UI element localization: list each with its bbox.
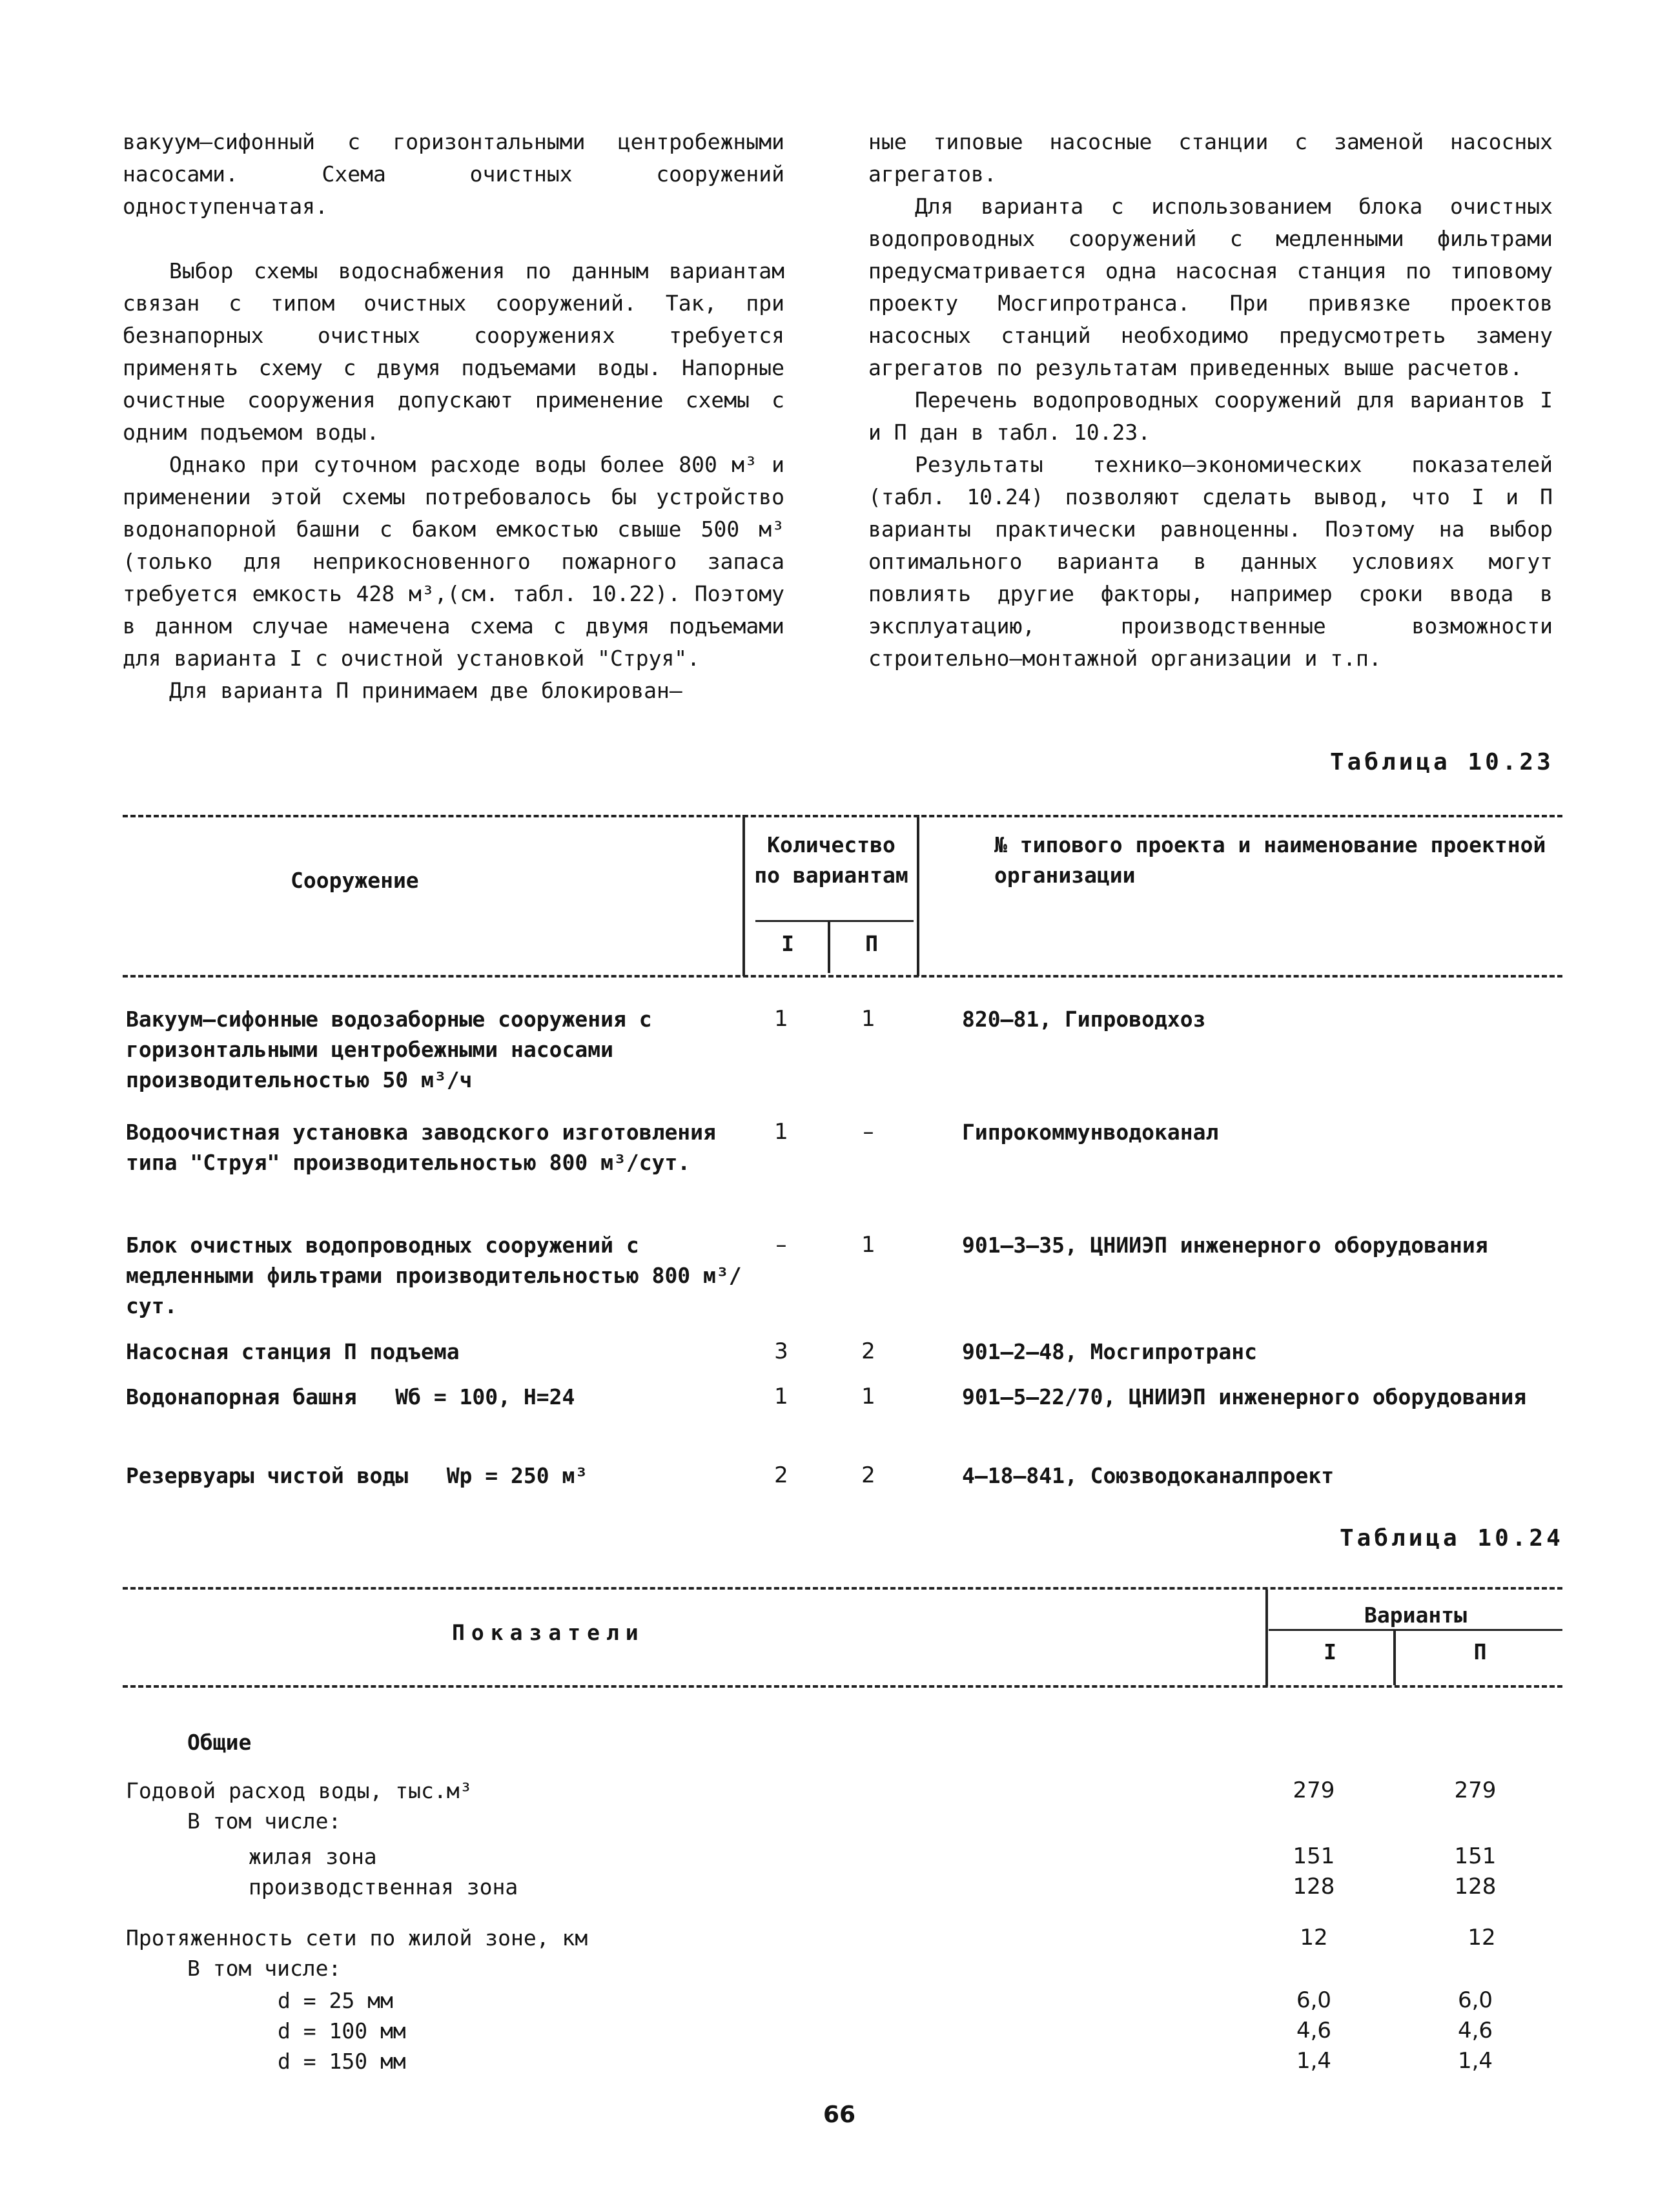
table-10-23-row-3-project: 901–3–35, ЦНИИЭП инженерного оборудования <box>962 1233 1488 1258</box>
table-10-24-header-var2: П <box>1473 1639 1487 1664</box>
left-text-column <box>123 126 784 707</box>
table-10-24-row-5-label: Протяженность сети по жилой зоне, км <box>126 1925 588 1951</box>
table-10-24-row-1-v1: 279 <box>1293 1777 1335 1803</box>
table-10-24-header-variants: Варианты <box>1364 1603 1467 1628</box>
table-10-23-header-quantity: Количество по вариантам <box>754 832 908 888</box>
table-10-23-row-5-name: Водонапорная башня Wб = 100, H=24 <box>126 1384 575 1409</box>
table-10-23-divider-right <box>917 815 919 976</box>
table-10-24-row-7-v2: 6,0 <box>1457 1987 1493 2013</box>
table-10-24-header-indicators: Показатели <box>452 1620 645 1645</box>
table-10-23-row-5-v2: 1 <box>861 1384 875 1409</box>
table-10-24-top-rule <box>123 1587 1562 1590</box>
left-paragraph-3: Однако при суточном расходе воды более 800 м³ и применении этой схемы потребовалось бы устройство водонапорной башни с баком емкостью свыше 500 м³ (только для неприкосновенного пожарного запаса требуется емкость 428 м³,(см. табл. 10.22). Поэтому в данном случае намечена схема с двумя подъемами для варианта I с очистной установкой "Струя". <box>123 452 784 671</box>
table-10-23-header-structure: Сооружение <box>291 868 419 893</box>
table-10-23-row-3-name: Блок очистных водопроводных сооружений с медленными фильтрами производительностью 800 м³/сут. <box>126 1233 742 1318</box>
table-10-23-row-2-name: Водоочистная установка заводского изготовления типа "Струя" производительностью 800 м³/сут. <box>126 1120 716 1175</box>
right-text-column <box>868 126 1553 675</box>
table-10-24-row-3-label: жилая зона <box>249 1844 377 1869</box>
table-10-24-row-1-v2: 279 <box>1454 1777 1497 1803</box>
table-10-23-row-6-project: 4–18–841, Союзводоканалпроект <box>962 1463 1335 1488</box>
table-10-23-row-2-project: Гипрокоммунводоканал <box>962 1120 1219 1145</box>
table-10-24-row-3-v2: 151 <box>1454 1843 1497 1869</box>
table-10-23-header-project: № типового проекта и наименование проектной организации <box>994 832 1546 888</box>
table-10-24-divider <box>1265 1590 1268 1686</box>
table-10-23-row-2-v1: 1 <box>774 1119 788 1145</box>
table-10-23-row-1-name: Вакуум–сифонные водозаборные сооружения с горизонтальными центробежными насосами производительностью 50 м³/ч <box>126 1007 652 1092</box>
table-10-23-row-2-v2: – <box>863 1119 874 1145</box>
right-paragraph-4: Результаты технико–экономических показателей (табл. 10.24) позволяют сделать вывод, что I и П варианты практически равноценны. Поэтому на выбор оптимального варианта в данных условиях могут повлиять другие факторы, например сроки ввода в эксплуатацию, производственные возможности строительно–монтажной организации и т.п. <box>868 452 1553 671</box>
table-10-23-row-4-v2: 2 <box>861 1338 875 1364</box>
table-10-23-row-5-v1: 1 <box>774 1384 788 1409</box>
table-10-23-row-1-project: 820–81, Гипроводхоз <box>962 1007 1206 1032</box>
table-10-23-row-3-v1: – <box>775 1232 787 1258</box>
page-number: 66 <box>823 2102 856 2128</box>
table-10-24-header-rule <box>123 1685 1562 1688</box>
table-10-23-divider-left <box>742 815 745 976</box>
table-10-24-row-1-label: Годовой расход воды, тыс.м³ <box>126 1778 473 1803</box>
table-10-24-section-title: Общие <box>187 1730 252 1755</box>
table-10-23-row-4-project: 901–2–48, Мосгипротранс <box>962 1339 1257 1364</box>
right-paragraph-3: Перечень водопроводных сооружений для вариантов I и П дан в табл. 10.23. <box>868 387 1553 445</box>
table-10-24-row-5-v2: 12 <box>1468 1925 1496 1951</box>
table-10-23-variant-divider <box>828 921 830 973</box>
table-10-24-row-8-v2: 4,6 <box>1457 2018 1493 2043</box>
table-10-23-row-6-v1: 2 <box>774 1462 788 1488</box>
table-10-23-row-1-v2: 1 <box>861 1006 875 1032</box>
table-10-24-row-2-label: В том числе: <box>187 1808 342 1834</box>
table-10-24-row-5-v1: 12 <box>1300 1925 1328 1951</box>
table-10-23-row-6-v2: 2 <box>861 1462 875 1488</box>
table-10-23-row-1-v1: 1 <box>774 1006 788 1032</box>
table-10-24-row-3-v1: 151 <box>1293 1843 1335 1869</box>
right-paragraph-2: Для варианта с использованием блока очистных водопроводных сооружений с медленными фильтрами предусматривается одна насосная станция по типовому проекту Мосгипротранса. При привязке проектов насосных станций необходимо предусмотреть замену агрегатов по результатам приведенных выше расчетов. <box>868 194 1553 380</box>
left-paragraph-2: Выбор схемы водоснабжения по данным вариантам связан с типом очистных сооружений. Так, при безнапорных очистных сооружениях требуется применять схему с двумя подъемами воды. Напорные очистные сооружения допускают применение схемы с одним подъемом воды. <box>123 258 784 445</box>
table-10-23-top-rule <box>123 815 1562 817</box>
table-10-23-row-3-v2: 1 <box>861 1232 875 1258</box>
left-paragraph-4: Для варианта П принимаем две блокирован– <box>169 678 682 703</box>
table-10-24-row-7-v1: 6,0 <box>1296 1987 1332 2013</box>
left-paragraph-1: вакуум–сифонный с горизонтальными центробежными насосами. Схема очистных сооружений одноступенчатая. <box>123 129 784 219</box>
table-10-24-row-9-v2: 1,4 <box>1457 2048 1493 2074</box>
right-paragraph-1: ные типовые насосные станции с заменой насосных агрегатов. <box>868 129 1553 187</box>
table-10-24-row-9-v1: 1,4 <box>1296 2048 1332 2074</box>
table-10-24-header-var1: I <box>1324 1639 1336 1664</box>
table-10-24-caption: Таблица 10.24 <box>1340 1525 1564 1551</box>
table-10-24-row-9-label: d = 150 мм <box>278 2049 406 2074</box>
table-10-24-row-7-label: d = 25 мм <box>278 1988 393 2013</box>
table-10-23-header-var1: I <box>781 931 794 956</box>
table-10-24-row-4-label: производственная зона <box>249 1874 518 1900</box>
table-10-24-row-4-v2: 128 <box>1454 1874 1497 1900</box>
table-10-23-row-4-v1: 3 <box>774 1338 788 1364</box>
table-10-24-variant-divider <box>1393 1630 1396 1685</box>
table-10-23-row-6-name: Резервуары чистой воды Wр = 250 м³ <box>126 1463 588 1488</box>
table-10-23-header-var2: П <box>865 931 878 956</box>
table-10-23-caption: Таблица 10.23 <box>1330 749 1554 775</box>
table-10-24-row-8-v1: 4,6 <box>1296 2018 1332 2043</box>
table-10-24-row-8-label: d = 100 мм <box>278 2018 406 2043</box>
table-10-23-row-5-project: 901–5–22/70, ЦНИИЭП инженерного оборудования <box>962 1384 1527 1409</box>
table-10-24-row-6-label: В том числе: <box>187 1956 342 1981</box>
table-10-23-row-4-name: Насосная станция П подъема <box>126 1339 460 1364</box>
table-10-24-row-4-v1: 128 <box>1293 1874 1335 1900</box>
table-10-23-header-rule <box>123 975 1562 978</box>
table-10-23-variant-rule <box>755 920 914 922</box>
